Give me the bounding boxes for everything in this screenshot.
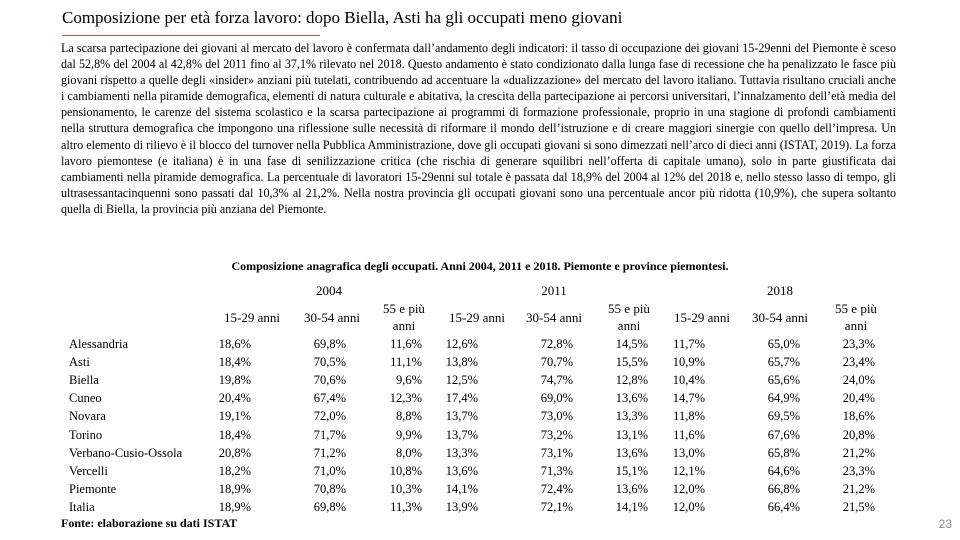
column-header: 15-29 anni — [224, 310, 280, 325]
table-cell: 8,0% — [395, 445, 422, 460]
column-header: 55 e più anni — [608, 301, 650, 333]
table-cell: 20,4% — [842, 391, 875, 406]
table-cell: 23,4% — [842, 355, 875, 370]
table-cell: 18,6% — [218, 337, 251, 351]
table-cell: 13,6% — [615, 481, 648, 496]
table-cell: 70,8% — [313, 481, 346, 496]
table-cell: 20,4% — [218, 391, 251, 406]
table-cell: 15,1% — [615, 463, 648, 478]
table-cell: 14,7% — [672, 391, 705, 406]
table-cell: 71,3% — [540, 463, 573, 478]
table-cell: 72,4% — [540, 481, 573, 496]
year-header-2018: 2018 — [767, 283, 793, 298]
column-header: 15-29 anni — [449, 310, 505, 325]
table-cell: 13,0% — [672, 445, 705, 460]
table-cell: 10,4% — [672, 373, 705, 388]
table-cell: 13,6% — [615, 445, 648, 460]
table-cell: 71,7% — [313, 427, 346, 442]
table-cell: 11,6% — [673, 427, 705, 442]
body-paragraph: La scarsa partecipazione dei giovani al mercato del lavoro è confermata dall’andamento degli indicatori: il tasso di occupazione dei giovani 15-29enni del Piemonte è sceso dal 52,8% del 2004 al 42,8% del 2011 fino al 37,1% rilevato nel 2018. Questo andamento è stato condizionato dalla lunga fase di recessione che ha penalizzato le fasce più giovani rispetto a quelle degli «insider» anziani più tutelati, contribuendo ad accentuare la «dualizzazione» del mercato del lavoro italiano. Tuttavia risultano cruciali anche i cambiamenti nella piramide demografica, elementi di natura culturale e abitativa, la crescita della partecipazione ai percorsi universitari, l’innalzamento dell’età media del pensionamento, le carenze del sistema scolastico e la scarsa partecipazione ai programmi di formazione professionale, proprio in una stagione di profondi cambiamenti nella struttura demografica che impongono una riflessione sulle necessità di riformare il mondo dell’istruzione e di creare maggiori sinergie con quello dell’impresa. Un altro elemento di rilievo è il blocco del turnover nella Pubblica Amministrazione, dove gli occupati giovani si sono dimezzati nell’arco di dieci anni (ISTAT, 2019). La forza lavoro piemontese (e italiana) è in una fase di senilizzazione critica (che rischia di generare squilibri nell’offerta di capitale umano), solo in parte giustificata dai cambiamenti nella piramide demografica. La percentuale di lavoratori 15-29enni sul totale è passata dal 18,9% del 2004 al 12% del 2018 e, nello stesso lasso di tempo, gli ultrasessantacinquenni sono passati dal 10,3% al 21,2%. Nella nostra provincia gli occupati giovani sono una percentuale ancor più ridotta (10,9%), che supera soltanto quella di Biella, la provincia più anziana del Piemonte. — [61, 41, 896, 216]
table-cell: 14,1% — [615, 499, 648, 514]
table-cell: 11,3% — [390, 499, 422, 514]
table-cell: 9,6% — [395, 373, 422, 388]
table-cell: 13,7% — [445, 427, 478, 442]
table-cell: 19,8% — [218, 373, 251, 388]
table-cell: 67,6% — [767, 427, 800, 442]
table-cell: 8,8% — [395, 409, 422, 424]
table-cell: 11,6% — [390, 337, 422, 351]
row-label: Vercelli — [69, 463, 108, 478]
table-cell: 13,3% — [615, 409, 648, 424]
row-label: Piemonte — [69, 481, 117, 496]
row-label: Asti — [69, 355, 90, 370]
page-number: 23 — [938, 517, 952, 531]
table-cell: 15,5% — [615, 355, 648, 370]
table-cell: 65,8% — [767, 445, 800, 460]
table-cell: 10,8% — [389, 463, 422, 478]
table-cell: 65,0% — [767, 337, 800, 351]
table-cell: 21,2% — [842, 481, 875, 496]
row-label: Verbano-Cusio-Ossola — [69, 445, 183, 460]
table-cell: 13,3% — [445, 445, 478, 460]
column-header: 30-54 anni — [526, 310, 582, 325]
column-header: 30-54 anni — [304, 310, 360, 325]
table-caption: Composizione anagrafica degli occupati. Anni 2004, 2011 e 2018. Piemonte e province piemontesi. — [231, 259, 729, 273]
table-cell: 13,1% — [615, 427, 648, 442]
table-cell: 18,4% — [218, 427, 251, 442]
table-cell: 18,9% — [218, 481, 251, 496]
table-cell: 14,1% — [445, 481, 478, 496]
table-cell: 72,8% — [540, 337, 573, 351]
row-label: Novara — [69, 409, 106, 424]
year-header-2011: 2011 — [541, 283, 567, 298]
table-cell: 11,1% — [390, 355, 422, 370]
source-note: Fonte: elaborazione su dati ISTAT — [61, 516, 238, 530]
table-cell: 74,7% — [540, 373, 573, 388]
table-cell: 13,7% — [445, 409, 478, 424]
table-cell: 69,8% — [313, 337, 346, 351]
title-underline — [62, 35, 320, 36]
table-cell: 12,5% — [445, 373, 478, 388]
table-cell: 72,0% — [313, 409, 346, 424]
column-header: 15-29 anni — [674, 310, 730, 325]
column-header: 30-54 anni — [752, 310, 808, 325]
table-cell: 65,7% — [767, 355, 800, 370]
table-cell: 70,5% — [313, 355, 346, 370]
table-cell: 13,6% — [615, 391, 648, 406]
table-cell: 21,5% — [842, 499, 875, 514]
table-cell: 73,1% — [540, 445, 573, 460]
table-cell: 20,8% — [218, 445, 251, 460]
table-cell: 66,4% — [767, 499, 800, 514]
row-label: Cuneo — [69, 391, 102, 406]
table-cell: 9,9% — [395, 427, 422, 442]
table-cell: 13,8% — [445, 355, 478, 370]
column-header: 55 e più anni — [835, 301, 877, 333]
table-cell: 11,8% — [673, 409, 705, 424]
table-cell: 24,0% — [842, 373, 875, 388]
table-cell: 12,0% — [672, 499, 705, 514]
table-cell: 65,6% — [767, 373, 800, 388]
table-cell: 69,5% — [767, 409, 800, 424]
table-cell: 12,0% — [672, 481, 705, 496]
table-cell: 73,2% — [540, 427, 573, 442]
row-label: Italia — [69, 499, 95, 514]
row-label: Alessandria — [69, 337, 129, 351]
table-cell: 12,1% — [672, 463, 705, 478]
table-cell: 72,1% — [540, 499, 573, 514]
table-cell: 71,2% — [313, 445, 346, 460]
table-cell: 64,9% — [767, 391, 800, 406]
slide-title: Composizione per età forza lavoro: dopo Biella, Asti ha gli occupati meno giovani — [62, 8, 623, 27]
table-cell: 64,6% — [767, 463, 800, 478]
table-cell: 23,3% — [842, 463, 875, 478]
table-cell: 23,3% — [842, 337, 875, 351]
table-cell: 14,5% — [615, 337, 648, 351]
table-cell: 21,2% — [842, 445, 875, 460]
table-cell: 69,8% — [313, 499, 346, 514]
table-cell: 67,4% — [313, 391, 346, 406]
table-cell: 69,0% — [540, 391, 573, 406]
table-cell: 17,4% — [445, 391, 478, 406]
table-cell: 12,8% — [615, 373, 648, 388]
table-cell: 11,7% — [673, 337, 705, 351]
table-cell: 18,4% — [218, 355, 251, 370]
column-header: 55 e più anni — [383, 301, 425, 333]
table-cell: 10,3% — [389, 481, 422, 496]
table-cell: 19,1% — [218, 409, 251, 424]
table-cell: 73,0% — [540, 409, 573, 424]
table-cell: 18,9% — [218, 499, 251, 514]
row-label: Torino — [69, 427, 103, 442]
table-cell: 18,6% — [842, 409, 875, 424]
table-cell: 13,9% — [445, 499, 478, 514]
table-cell: 71,0% — [313, 463, 346, 478]
table-cell: 18,2% — [218, 463, 251, 478]
year-header-2004: 2004 — [316, 283, 342, 298]
table-cell: 10,9% — [672, 355, 705, 370]
table-cell: 70,7% — [540, 355, 573, 370]
table-cell: 70,6% — [313, 373, 346, 388]
table-cell: 13,6% — [445, 463, 478, 478]
table-cell: 20,8% — [842, 427, 875, 442]
table-cell: 12,3% — [389, 391, 422, 406]
row-label: Biella — [69, 373, 99, 388]
table-cell: 66,8% — [767, 481, 800, 496]
table-cell: 12,6% — [445, 337, 478, 351]
